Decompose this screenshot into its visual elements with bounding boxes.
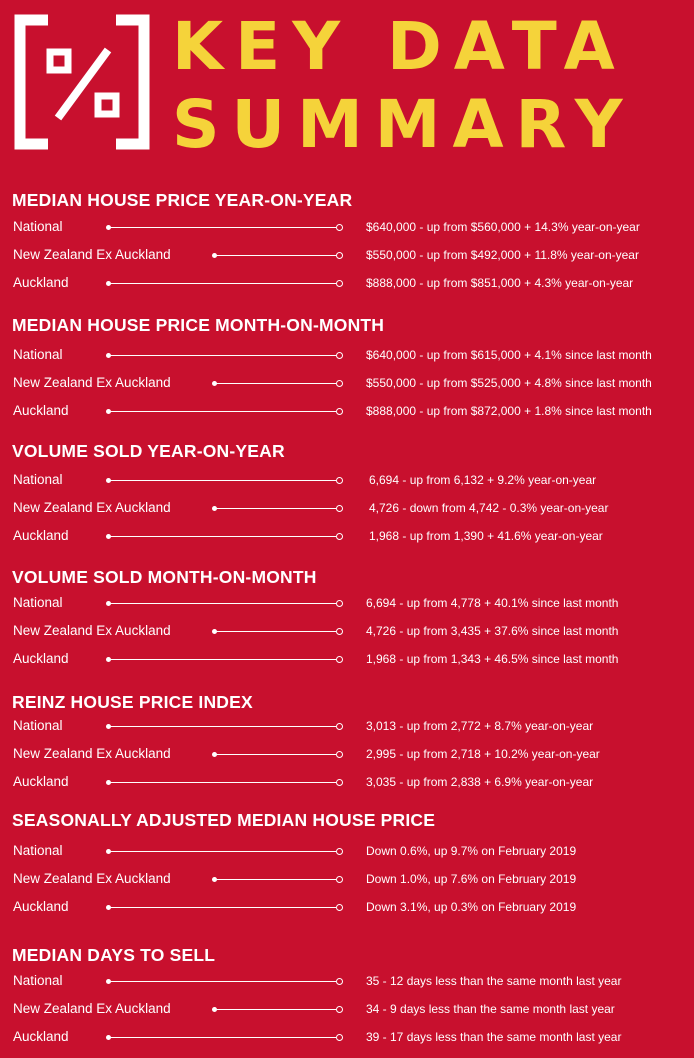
row-value: 35 - 12 days less than the same month last year [366, 974, 622, 988]
row-label: New Zealand Ex Auckland [13, 871, 171, 886]
data-row [0, 218, 694, 238]
row-label: National [13, 219, 63, 234]
data-row [0, 1000, 694, 1020]
row-value: Down 3.1%, up 0.3% on February 2019 [366, 900, 577, 914]
connector-end-dot [336, 477, 343, 484]
percent-bracket-icon [14, 14, 150, 150]
connector-end-dot [336, 904, 343, 911]
row-label: National [13, 472, 63, 487]
connector-end-dot [336, 408, 343, 415]
section-title: MEDIAN DAYS TO SELL [12, 945, 216, 965]
data-row [0, 842, 694, 862]
connector-line [108, 981, 336, 982]
row-value: $550,000 - up from $492,000 + 11.8% year-on-year [366, 248, 639, 262]
connector-end-dot [336, 224, 343, 231]
connector-line [108, 603, 336, 604]
connector-line [214, 508, 336, 509]
connector-end-dot [336, 352, 343, 359]
section-title: SEASONALLY ADJUSTED MEDIAN HOUSE PRICE [12, 810, 436, 830]
row-label: Auckland [13, 528, 69, 543]
connector-line [108, 355, 336, 356]
row-label: Auckland [13, 774, 69, 789]
row-label: Auckland [13, 899, 69, 914]
connector-end-dot [336, 751, 343, 758]
section-title: MEDIAN HOUSE PRICE YEAR-ON-YEAR [12, 190, 353, 210]
data-row [0, 402, 694, 422]
connector-end-dot [336, 533, 343, 540]
row-value: 4,726 - up from 3,435 + 37.6% since last month [366, 624, 619, 638]
connector-end-dot [336, 1034, 343, 1041]
connector-line [214, 1009, 336, 1010]
data-row [0, 622, 694, 642]
data-row [0, 499, 694, 519]
row-value: 1,968 - up from 1,343 + 46.5% since last month [366, 652, 619, 666]
row-label: Auckland [13, 403, 69, 418]
connector-line [214, 255, 336, 256]
connector-line [108, 480, 336, 481]
row-value: $888,000 - up from $851,000 + 4.3% year-on-year [366, 276, 634, 290]
connector-end-dot [336, 656, 343, 663]
page-title [172, 8, 635, 164]
section-title: MEDIAN HOUSE PRICE MONTH-ON-MONTH [12, 315, 385, 335]
connector-line [108, 659, 336, 660]
connector-line [108, 536, 336, 537]
connector-line [214, 631, 336, 632]
data-row [0, 773, 694, 793]
connector-line [108, 726, 336, 727]
data-row [0, 972, 694, 992]
connector-line [214, 383, 336, 384]
title-line-1: KEY DATA [172, 8, 627, 85]
data-row [0, 346, 694, 366]
row-label: New Zealand Ex Auckland [13, 746, 171, 761]
connector-end-dot [336, 505, 343, 512]
connector-end-dot [336, 848, 343, 855]
connector-line [214, 754, 336, 755]
row-label: National [13, 595, 63, 610]
row-label: New Zealand Ex Auckland [13, 500, 171, 515]
row-value: Down 1.0%, up 7.6% on February 2019 [366, 872, 577, 886]
connector-end-dot [336, 628, 343, 635]
row-value: 1,968 - up from 1,390 + 41.6% year-on-year [369, 529, 603, 543]
row-label: Auckland [13, 1029, 69, 1044]
data-row [0, 745, 694, 765]
connector-end-dot [336, 600, 343, 607]
data-row [0, 594, 694, 614]
connector-line [108, 907, 336, 908]
row-label: National [13, 718, 63, 733]
row-value: $640,000 - up from $560,000 + 14.3% year-on-year [366, 220, 640, 234]
row-value: 3,035 - up from 2,838 + 6.9% year-on-year [366, 775, 594, 789]
row-value: $640,000 - up from $615,000 + 4.1% since last month [366, 348, 652, 362]
row-label: National [13, 843, 63, 858]
row-label: Auckland [13, 275, 69, 290]
data-row [0, 1028, 694, 1048]
row-label: National [13, 347, 63, 362]
row-value: 3,013 - up from 2,772 + 8.7% year-on-year [366, 719, 594, 733]
row-label: Auckland [13, 651, 69, 666]
connector-end-dot [336, 723, 343, 730]
connector-end-dot [336, 978, 343, 985]
row-label: New Zealand Ex Auckland [13, 247, 171, 262]
row-label: New Zealand Ex Auckland [13, 1001, 171, 1016]
data-row [0, 274, 694, 294]
connector-end-dot [336, 779, 343, 786]
connector-line [108, 782, 336, 783]
data-row [0, 650, 694, 670]
data-row [0, 898, 694, 918]
row-value: $550,000 - up from $525,000 + 4.8% since last month [366, 376, 652, 390]
connector-line [214, 879, 336, 880]
section-title: VOLUME SOLD YEAR-ON-YEAR [12, 441, 285, 461]
row-value: 2,995 - up from 2,718 + 10.2% year-on-year [366, 747, 600, 761]
connector-end-dot [336, 876, 343, 883]
connector-end-dot [336, 380, 343, 387]
connector-line [108, 411, 336, 412]
row-value: 4,726 - down from 4,742 - 0.3% year-on-year [369, 501, 609, 515]
data-row [0, 374, 694, 394]
data-row [0, 870, 694, 890]
data-row [0, 471, 694, 491]
row-label: New Zealand Ex Auckland [13, 623, 171, 638]
connector-end-dot [336, 1006, 343, 1013]
connector-line [108, 851, 336, 852]
connector-end-dot [336, 280, 343, 287]
connector-line [108, 283, 336, 284]
connector-line [108, 1037, 336, 1038]
section-title: REINZ HOUSE PRICE INDEX [12, 692, 253, 712]
data-row [0, 246, 694, 266]
section-title: VOLUME SOLD MONTH-ON-MONTH [12, 567, 317, 587]
row-label: National [13, 973, 63, 988]
row-value: $888,000 - up from $872,000 + 1.8% since last month [366, 404, 652, 418]
connector-line [108, 227, 336, 228]
connector-end-dot [336, 252, 343, 259]
title-line-2: SUMMARY [172, 86, 635, 163]
row-value: 39 - 17 days less than the same month last year [366, 1030, 622, 1044]
row-value: 34 - 9 days less than the same month last year [366, 1002, 615, 1016]
row-value: 6,694 - up from 6,132 + 9.2% year-on-year [369, 473, 597, 487]
row-label: New Zealand Ex Auckland [13, 375, 171, 390]
row-value: 6,694 - up from 4,778 + 40.1% since last month [366, 596, 619, 610]
data-row [0, 717, 694, 737]
row-value: Down 0.6%, up 9.7% on February 2019 [366, 844, 577, 858]
data-row [0, 527, 694, 547]
